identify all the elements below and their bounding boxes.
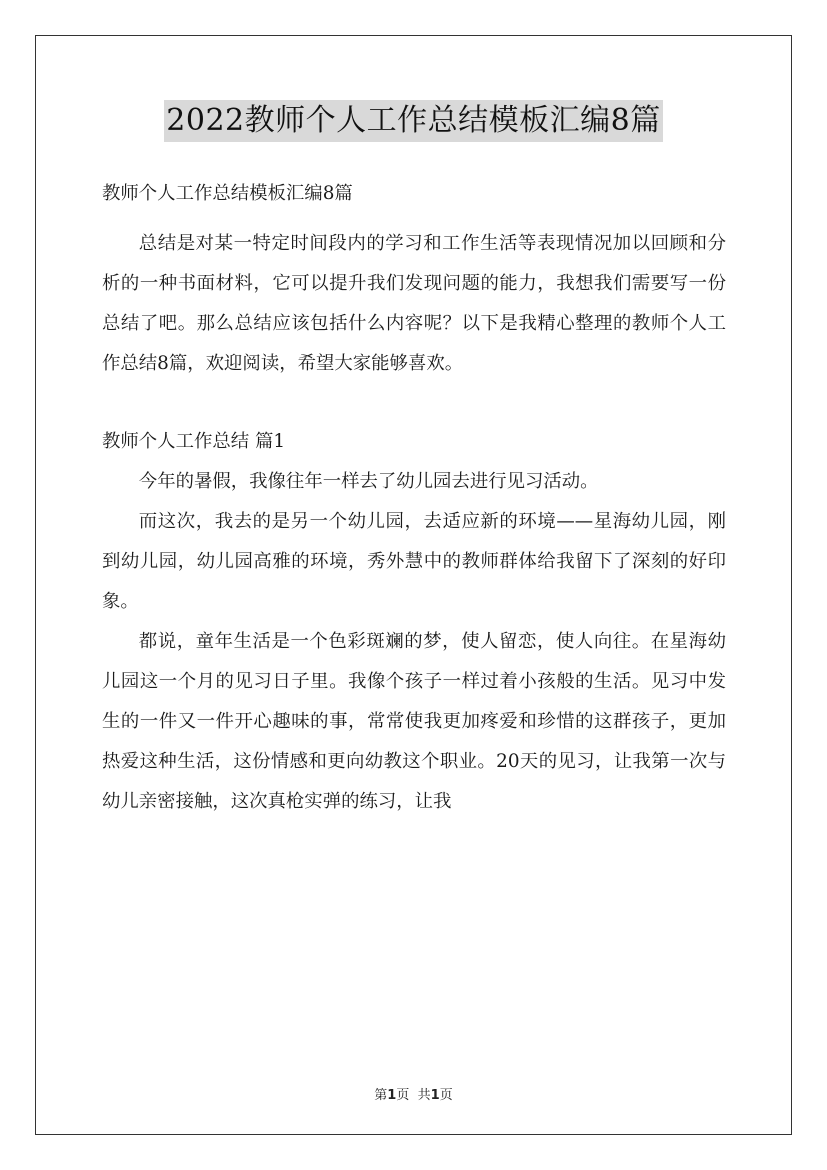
page-label-prefix: 第: [374, 1088, 388, 1103]
title-container: [0, 100, 827, 142]
body-paragraph: 而这次，我去的是另一个幼儿园，去适应新的环境——星海幼儿园，刚到幼儿园，幼儿园高雅的环境，秀外慧中的教师群体给我留下了深刻的好印象。: [102, 511, 726, 612]
body-paragraph: 都说，童年生活是一个色彩斑斓的梦，使人留恋，使人向往。在星海幼儿园这一个月的见习日子里。我像个孩子一样过着小孩般的生活。见习中发生的一件又一件开心趣味的事，常常使我更加疼爱和珍惜的这群孩子，更加热爱这种生活，这份情感和更向幼教这个职业。20天的见习，让我第一次与幼儿亲密接触，这次真枪实弹的练习，让我: [102, 631, 726, 812]
total-suffix: 页: [439, 1088, 453, 1103]
total-pages: 1: [430, 1088, 440, 1103]
document-title: 2022教师个人工作总结模板汇编8篇: [164, 100, 662, 142]
section-heading: 教师个人工作总结 篇1: [102, 431, 286, 452]
document-body: [102, 174, 726, 822]
total-prefix: 共: [417, 1088, 431, 1103]
intro-paragraph: 总结是对某一特定时间段内的学习和工作生活等表现情况加以回顾和分析的一种书面材料，它可以提升我们发现问题的能力，我想我们需要写一份总结了吧。那么总结应该包括什么内容呢？以下是我精心整理的教师个人工作总结8篇，欢迎阅读，希望大家能够喜欢。: [102, 233, 726, 374]
page-number: 1: [387, 1088, 397, 1103]
page-label-suffix: 页: [396, 1088, 410, 1103]
page-footer: [0, 1084, 827, 1103]
document-subtitle: 教师个人工作总结模板汇编8篇: [102, 183, 353, 204]
body-paragraph: 今年的暑假，我像往年一样去了幼儿园去进行见习活动。: [138, 471, 599, 492]
